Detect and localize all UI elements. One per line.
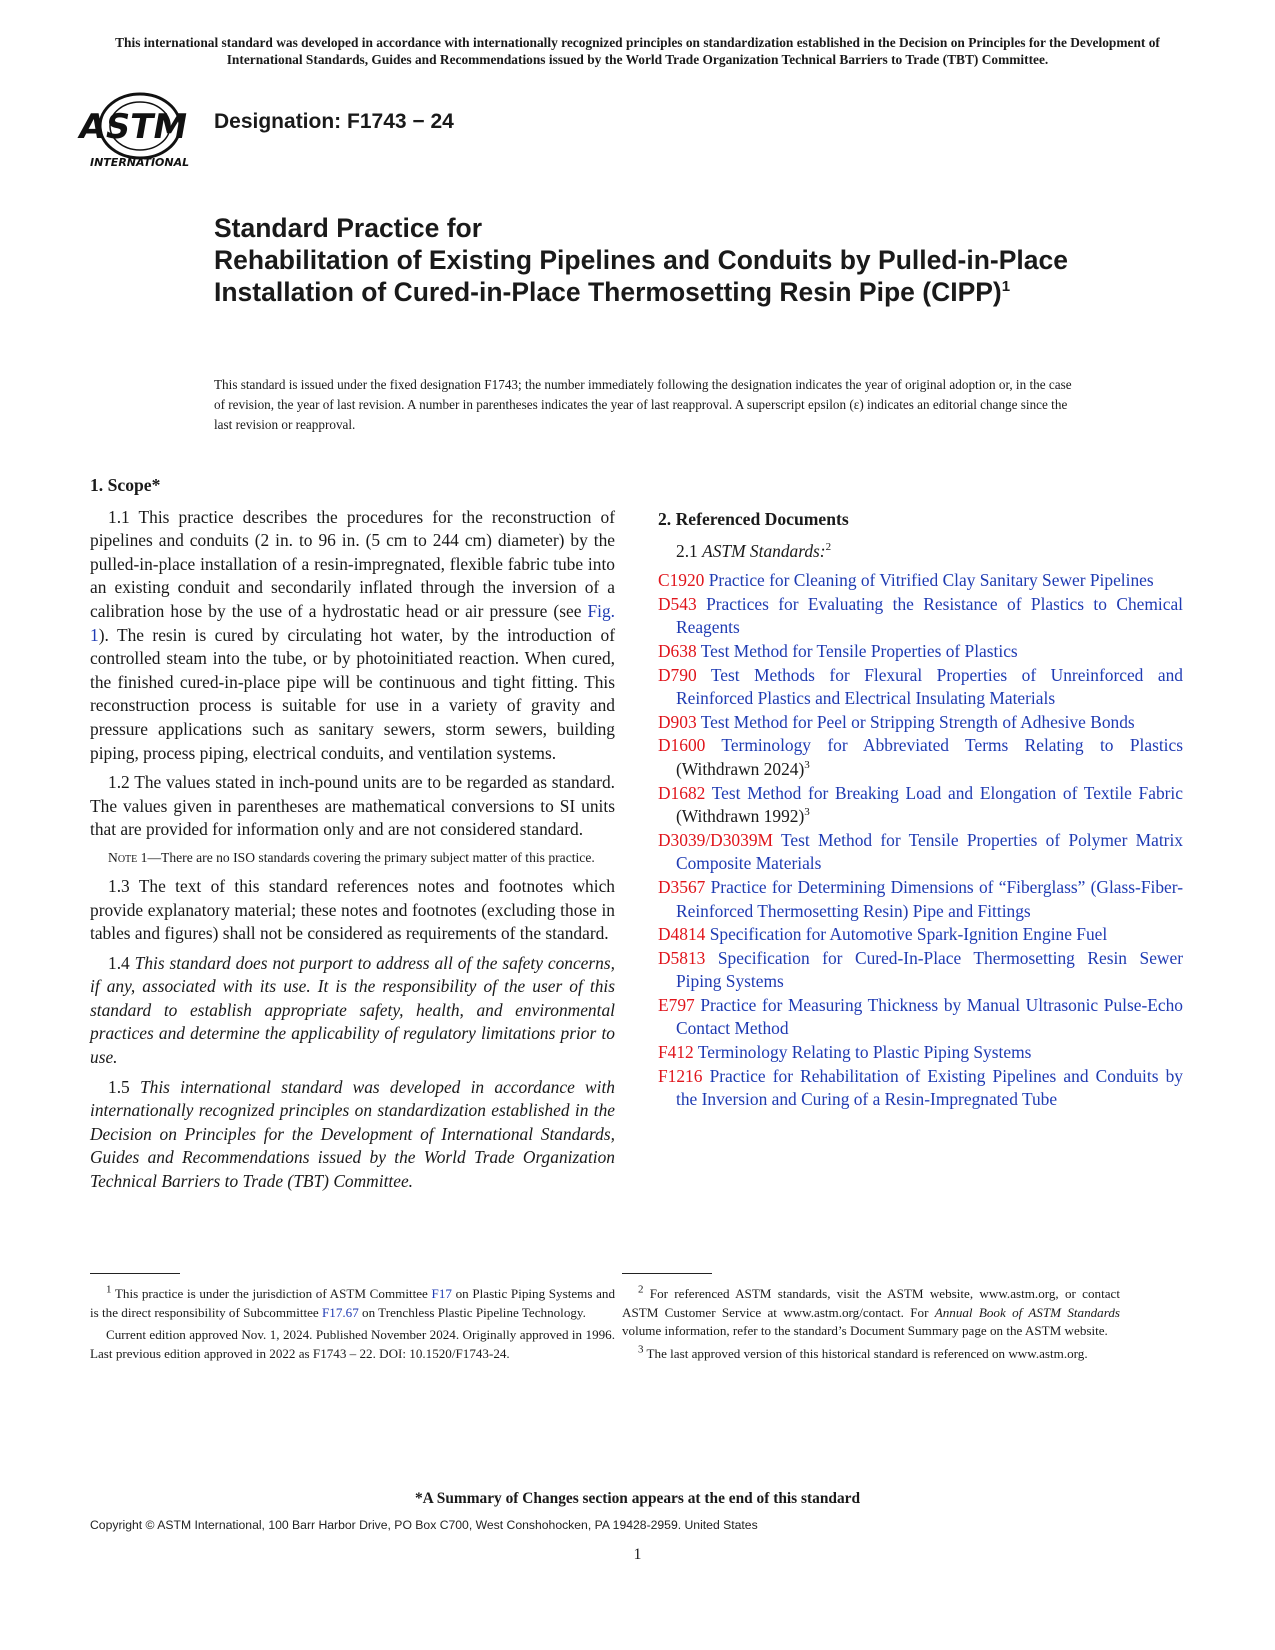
reference-title-link[interactable]: Test Method for Breaking Load and Elongation of Textile Fabric xyxy=(711,782,1183,803)
reference-title-link[interactable]: Practice for Measuring Thickness by Manual Ultrasonic Pulse-Echo Contact Method xyxy=(676,994,1183,1039)
f17-67-link[interactable]: F17.67 xyxy=(322,1304,359,1320)
scope-1-2: 1.2 The values stated in inch-pound units are to be regarded as standard. The values given in parentheses are mathematical conversions to SI units that are provided for information only and are not considered standard. xyxy=(90,772,615,840)
reference-item xyxy=(658,640,1183,664)
reference-code-link[interactable]: F412 xyxy=(658,1042,694,1063)
reference-item xyxy=(658,593,1183,640)
reference-item xyxy=(658,782,1183,829)
reference-item xyxy=(658,664,1183,711)
reference-code-link[interactable]: D790 xyxy=(658,664,697,685)
scope-1-1: 1.1 This practice describes the procedures for the reconstruction of pipelines and conduits (2 in. to 96 in. (5 cm to 244 cm) diameter) by the pulled-in-place installation of a resin-impregnated, flexible fabric tube into an existing conduit and secondarily inflated through the inversion of a calibration hose by the use of a hydrostatic head or air pressure (see Fig. 1). The resin is cured by circulating hot water, by the introduction of controlled steam into the tube, or by photoinitiated reaction. When cured, the finished cured-in-place pipe will be continuous and tight fitting. This reconstruction process is suitable for use in a variety of gravity and pressure applications such as sanitary sewers, storm sewers, building piping, process piping, electrical conduits, and ventilation systems. xyxy=(90,506,615,763)
reference-item xyxy=(658,711,1183,735)
reference-code-link[interactable]: D3567 xyxy=(658,876,706,897)
reference-code-link[interactable]: D638 xyxy=(658,640,697,661)
reference-title-link[interactable]: Practice for Rehabilitation of Existing Pipelines and Conduits by the Inversion and Curing of a Resin-Impregnated Tube xyxy=(676,1065,1183,1110)
footnotes-right xyxy=(622,1285,1120,1368)
fig-1-link[interactable]: Fig. 1 xyxy=(90,600,615,645)
footnote-2: $^2$ For referenced ASTM standards, visit the ASTM website, www.astm.org, or contact ASTM Customer Service at www.astm.org/contact. For Annual Book of ASTM Standards volume information, refer to the standard’s Document Summary page on the ASTM website. xyxy=(622,1283,1120,1339)
reference-item xyxy=(658,994,1183,1041)
reference-list xyxy=(658,569,1183,1112)
astm-logo xyxy=(75,88,196,180)
page-number: 1 xyxy=(633,1546,642,1563)
footnote-rule-left xyxy=(90,1273,180,1274)
reference-title-link[interactable]: Test Method for Peel or Stripping Strength of Adhesive Bonds xyxy=(700,711,1135,732)
reference-code-link[interactable]: D903 xyxy=(658,711,697,732)
reference-item xyxy=(658,923,1183,947)
reference-code-link[interactable]: C1920 xyxy=(658,570,705,591)
reference-title-link[interactable]: Practice for Cleaning of Vitrified Clay Sanitary Sewer Pipelines xyxy=(708,570,1154,591)
logo-text: INTERNATIONAL xyxy=(90,156,190,169)
scope-heading: 1. Scope* xyxy=(90,475,161,495)
reference-title-link[interactable]: Test Method for Tensile Properties of Plastics xyxy=(700,640,1018,661)
reference-title-link[interactable]: Test Method for Tensile Properties of Polymer Matrix Composite Materials xyxy=(676,829,1183,874)
reference-code-link[interactable]: D5813 xyxy=(658,947,706,968)
referenced-heading: 2. Referenced Documents xyxy=(658,509,849,529)
document-title xyxy=(214,212,1074,308)
reference-code-link[interactable]: E797 xyxy=(658,994,695,1015)
designation: Designation: F1743 − 24 xyxy=(214,110,454,133)
reference-title-link[interactable]: Terminology Relating to Plastic Piping Systems xyxy=(697,1042,1032,1063)
reference-item xyxy=(658,569,1183,593)
note-label: Note 1 xyxy=(108,849,148,865)
title-line-1: Standard Practice for xyxy=(214,213,483,243)
title-line-2: Rehabilitation of Existing Pipelines and Conduits by Pulled-in-Place Installation of Cured-in-Place Thermosetting Resin Pipe (CIPP) xyxy=(214,245,1068,307)
reference-title-link[interactable]: Practices for Evaluating the Resistance of Plastics to Chemical Reagents xyxy=(676,593,1183,638)
reference-code-link[interactable]: D543 xyxy=(658,593,697,614)
footnote-1-edition: Current edition approved Nov. 1, 2024. Published November 2024. Originally approved in 1996. Last previous edition approved in 2022 as F1743 – 22. DOI: 10.1520/F1743-24. xyxy=(90,1327,615,1362)
reference-title-link[interactable]: Specification for Cured-In-Place Thermosetting Resin Sewer Piping Systems xyxy=(676,947,1183,992)
scope-1-4: 1.4 This standard does not purport to address all of the safety concerns, if any, associated with its use. It is the responsibility of the user of this standard to establish appropriate safety, health, and environmental practices and determine the applicability of regulatory limitations prior to use. xyxy=(90,952,615,1068)
reference-title-link[interactable]: Test Methods for Flexural Properties of Unreinforced and Reinforced Plastics and Electrical Insulating Materials xyxy=(676,664,1183,709)
scope-1-3: 1.3 The text of this standard references notes and footnotes which provide explanatory material; these notes and footnotes (excluding those in tables and figures) shall not be considered as requirements of the standard. xyxy=(90,875,615,944)
f17-link[interactable]: F17 xyxy=(431,1286,452,1301)
issuance-note: This standard is issued under the fixed designation F1743; the number immediately following the designation indicates the year of original adoption or, in the case of revision, the year of last revision. A number in parentheses indicates the year of last reapproval. A superscript epsilon (ε) indicates an editorial change since the last revision or reapproval. xyxy=(214,377,1072,432)
reference-code-link[interactable]: F1216 xyxy=(658,1065,703,1086)
scope-1-5: 1.5 This international standard was developed in accordance with internationally recognized principles on standardization established in the Decision on Principles for the Development of International Standards, Guides and Recommendations issued by the World Trade Organization Technical Barriers to Trade (TBT) Committee. xyxy=(90,1076,615,1192)
reference-code-link[interactable]: D1682 xyxy=(658,782,706,803)
reference-item xyxy=(658,1041,1183,1065)
svg-text:ASTM: ASTM xyxy=(75,107,191,147)
footnote-3: $^3$ The last approved version of this historical standard is referenced on www.astm.org. xyxy=(638,1343,1088,1362)
right-column xyxy=(658,450,1183,1112)
reference-title-link[interactable]: Specification for Automotive Spark-Ignition Engine Fuel xyxy=(709,924,1108,945)
reference-title-link[interactable]: Practice for Determining Dimensions of “Fiberglass” (Glass-Fiber-Reinforced Thermosetting Resin) Pipe and Fittings xyxy=(676,876,1183,921)
wto-notice: This international standard was developed in accordance with internationally recognized principles on standardization established in the Decision on Principles for the Development of International Standards, Guides and Recommendations issued by the World Trade Organization Technical Barriers to Trade (TBT) Committee. xyxy=(115,35,1160,67)
reference-code-link[interactable]: D3039/D3039M xyxy=(658,829,773,850)
title-footnote-mark: 1 xyxy=(1001,278,1011,296)
reference-title-link[interactable]: Terminology for Abbreviated Terms Relating to Plastics xyxy=(721,735,1183,756)
reference-item xyxy=(658,876,1183,923)
footnote-rule-right xyxy=(622,1273,712,1274)
reference-item xyxy=(658,1065,1183,1112)
footnotes-left xyxy=(90,1285,615,1368)
copyright: Copyright © ASTM International, 100 Barr Harbor Drive, PO Box C700, West Conshohocken, PA 19428-2959. United States xyxy=(90,1518,758,1532)
reference-item xyxy=(658,829,1183,876)
reference-footnote-mark: 3 xyxy=(804,806,810,819)
footnote-1: $^1$ This practice is under the jurisdiction of ASTM Committee F17 on Plastic Piping Systems and is the direct responsibility of Subcommittee F17.67 on Trenchless Plastic Pipeline Technology. xyxy=(90,1283,615,1320)
reference-withdrawn-note: (Withdrawn 1992) xyxy=(676,806,805,827)
note-1: Note 1—There are no ISO standards covering the primary subject matter of this practice. xyxy=(108,849,595,865)
reference-item xyxy=(658,734,1183,781)
left-column xyxy=(90,474,615,1200)
reference-code-link[interactable]: D4814 xyxy=(658,924,706,945)
summary-of-changes-note: *A Summary of Changes section appears at the end of this standard xyxy=(414,1490,861,1507)
reference-footnote-mark: 3 xyxy=(804,759,810,772)
reference-code-link[interactable]: D1600 xyxy=(658,735,706,756)
reference-withdrawn-note: (Withdrawn 2024) xyxy=(676,758,805,779)
astm-standards-label: 2.1 ASTM Standards:$^2$ xyxy=(676,540,832,561)
reference-item xyxy=(658,947,1183,994)
